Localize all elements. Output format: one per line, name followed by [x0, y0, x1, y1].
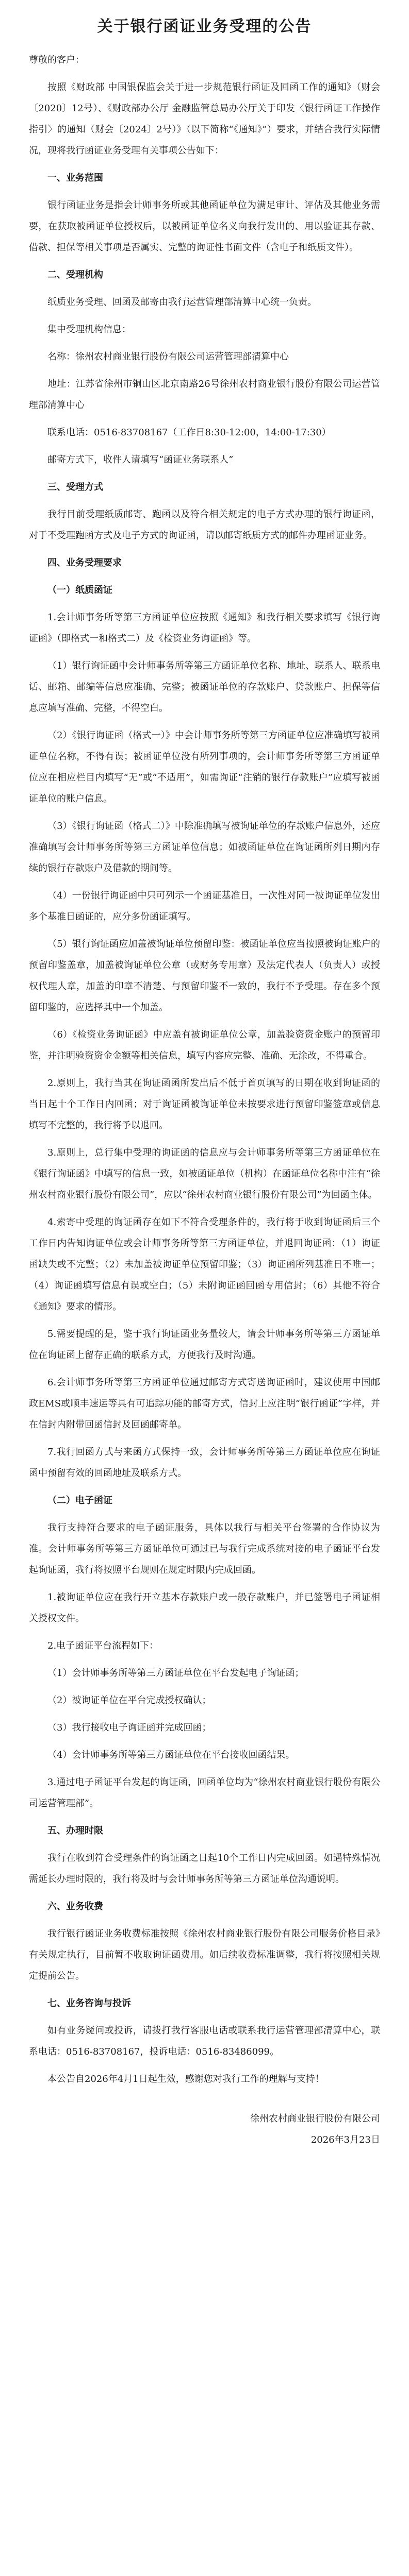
- paragraph: 2.电子函证平台流程如下：: [47, 1640, 159, 1651]
- paragraph: 3.原则上，总行集中受理的询证函的信息应与会计师事务所等第三方函证单位在《银行询证函》中填写的信息一致，如被函证单位（机构）在函证单位名称中注有“徐州农村商业银行股份有限公司”，应以“徐州农村商业银行股份有限公司”为回函主体。: [29, 1147, 380, 1200]
- section-heading-agency: 二、受理机构: [47, 269, 103, 280]
- paragraph: 我行在收到符合受理条件的询证函之日起10个工作日内完成回函。如遇特殊情况需延长办理时限的，我行将及时与会计师事务所等第三方函证单位沟通说明。: [29, 1853, 380, 1885]
- section-heading-scope: 一、业务范围: [47, 173, 103, 183]
- paragraph: 2.原则上，我行当其在询证函函所发出后不低于首页填写的日期在收到询证函的当日起十个工作日内回函；对于询证函被询证单位未按要求进行预留印鉴签章或信息填写不完整的，我行将予以退回。: [29, 1078, 380, 1131]
- signature-date: 2026年3月23日: [310, 2134, 380, 2145]
- paragraph: （3）我行接收电子询证函并完成回函；: [47, 1722, 211, 1733]
- page-title: 关于银行函证业务受理的公告: [97, 18, 312, 36]
- section-heading-contact: 七、业务咨询与投诉: [47, 1998, 131, 2009]
- agency-name: 名称：徐州农村商业银行股份有限公司运营管理部清算中心: [47, 351, 289, 362]
- section-heading-requirements: 四、业务受理要求: [47, 557, 122, 568]
- section-heading-timeline: 五、办理时限: [47, 1825, 103, 1836]
- paragraph: 我行支持符合要求的电子函证服务，具体以我行与相关平台签署的合作协议为准。会计师事务所等第三方函证单位可通过已与我行完成系统对接的电子函证平台发起询证函，我行将按照平台规则在规定时限内完成回函。: [29, 1522, 380, 1575]
- paragraph: 银行函证业务是指会计师事务所或其他函证单位为满足审计、评估及其他业务需要，在获取被函证单位授权后，以被函证单位名义向我行发出的、用以验证其存款、借款、担保等相关事项是否属实、完整的询证性书面文件（含电子和纸质文件）。: [29, 200, 380, 253]
- paragraph: （2）《银行询证函（格式一）》中会计师事务所等第三方函证单位应准确填写被函证单位名称，不得有误；被函证单位没有所列事项的，会计师事务所等第三方函证单位应在相应栏目内填写“无”或“不适用”，如需询证“注销的银行存款账户”应填写被函证单位的账户信息。: [29, 730, 380, 804]
- paragraph: （5）银行询证函应加盖被询证单位预留印鉴：被函证单位应当按照被询证账户的预留印鉴盖章，加盖被询证单位公章（或财务专用章）及法定代表人（负责人）或授权代理人章，加盖的印章不清楚、与预留印鉴不一致的，我行不予受理。存在多个预留印鉴的，应选择其中一个加盖。: [29, 939, 380, 1013]
- salutation: 尊敬的客户：: [29, 55, 85, 65]
- paragraph: 如有业务疑问或投诉，请拨打我行客服电话或联系我行运营管理部清算中心，联系电话：0516-83708167，投诉电话：0516-83486099。: [29, 2025, 380, 2057]
- paragraph: 4.索寄中受理的询证函存在如下不符合受理条件的，我行将于收到询证函后三个工作日内告知询证单位或会计师事务所等第三方函证单位，并退回询证函：（1）询证函缺失或不完整；（2）未加盖被询证单位预留印鉴；（3）询证函所列基准日不唯一；（4）询证函填写信息有误或空白；（5）未附询证函回函专用信封；（6）其他不符合《通知》要求的情形。: [29, 1217, 380, 1312]
- paragraph: 邮寄方式下，收件人请填写“函证业务联系人”: [47, 454, 234, 465]
- signature-block: [29, 2108, 380, 2150]
- paragraph: 1.被询证单位应在我行开立基本存款账户或一般存款账户，并已签署电子函证相关授权文件。: [29, 1592, 380, 1624]
- section-heading-method: 三、受理方式: [47, 482, 103, 493]
- paragraph: （6）《检资业务询证函》中应盖有被询证单位公章，加盖验资资金账户的预留印鉴，并注明验资资金金额等相关信息，填写内容应完整、准确、无涂改，不得重合。: [29, 1029, 380, 1061]
- agency-address: 地址：江苏省徐州市铜山区北京南路26号徐州农村商业银行股份有限公司运营管理部清算中心: [29, 379, 380, 411]
- paragraph: （1）会计师事务所等第三方函证单位在平台发起电子询证函；: [47, 1668, 304, 1679]
- paragraph: 我行目前受理纸质邮寄、跑函以及符合相关规定的电子方式办理的银行询证函，对于不受理跑函方式及电子方式的询证函，请以邮寄纸质方式的邮件办理函证业务。: [29, 509, 380, 541]
- paragraph: （3）《银行询证函（格式二）》中除准确填写被询证单位的存款账户信息外，还应准确填写会计师事务所等第三方函证单位信息；如被函证单位在询证函所列日期内存续的银行存款账户及借款的期间等。: [29, 821, 380, 874]
- paragraph: 本公告自2026年4月1日起生效，感谢您对我行工作的理解与支持！: [47, 2074, 324, 2084]
- paragraph: 6.会计师事务所等第三方函证单位通过邮寄方式寄送询证函时，建议使用中国邮政EMS或顺丰速运等具有可追踪功能的邮寄方式，信封上应注明“银行函证”字样，并在信封内附带回函信封及回函邮寄单。: [29, 1377, 380, 1430]
- section-heading-fees: 六、业务收费: [47, 1901, 103, 1912]
- agency-phone: 联系电话：0516-83708167（工作日8:30-12:00，14:00-17:30）: [47, 427, 331, 438]
- paragraph: 7.我行回函方式与来函方式保持一致，会计师事务所等第三方函证单位应在询证函中预留有效的回函地址及联系方式。: [29, 1447, 380, 1479]
- intro-paragraph: 按照《财政部 中国银保监会关于进一步规范银行函证及回函工作的通知》（财会〔2020〕12号）、《财政部办公厅 金融监管总局办公厅关于印发〈银行函证工作操作指引〉的通知（财会〔2024〕2号）》（以下简称“《通知》”）要求，并结合我行实际情况，现将我行函证业务受理有关事项公告如下：: [29, 82, 380, 156]
- paragraph: 我行银行函证业务收费标准按照《徐州农村商业银行股份有限公司服务价格目录》有关规定执行，目前暂不收取询证函费用。如后续收费标准调整，我行将按照相关规定提前公告。: [29, 1928, 380, 1981]
- paragraph: 1.会计师事务所等第三方函证单位应按照《通知》和我行相关要求填写《银行询证函》（即格式一和格式二）及《检资业务询证函》等。: [29, 612, 380, 644]
- paragraph: 纸质业务受理、回函及邮寄由我行运营管理部清算中心统一负责。: [47, 297, 317, 308]
- signature-org: 徐州农村商业银行股份有限公司: [250, 2113, 380, 2124]
- paragraph: 3.通过电子函证平台发起的询证函，回函单位均为“徐州农村商业银行股份有限公司运营管理部”。: [29, 1777, 380, 1809]
- paragraph: （2）被询证单位在平台完成授权确认；: [47, 1695, 211, 1706]
- subsection-heading-electronic: （二）电子函证: [47, 1495, 112, 1506]
- paragraph: （4）会计师事务所等第三方函证单位在平台接收回函结果。: [47, 1750, 295, 1760]
- paragraph: （1）银行询证函中会计师事务所等第三方函证单位名称、地址、联系人、联系电话、邮箱、邮编等信息应准确、完整；被函证单位的存款账户、贷款账户、担保等信息应填写准确、完整，不得空白。: [29, 660, 380, 714]
- paragraph: （4）一份银行询证函中只可列示一个函证基准日，一次性对同一被询证单位发出多个基准日函证的，应分多份函证填写。: [29, 890, 380, 922]
- paragraph: 集中受理机构信息：: [47, 324, 131, 335]
- paragraph: 5.需要提醒的是，鉴于我行询证函业务量较大，请会计师事务所等第三方函证单位在询证函上留存正确的联系方式，方便我行及时沟通。: [29, 1329, 380, 1361]
- subsection-heading-paper: （一）纸质函证: [47, 585, 112, 596]
